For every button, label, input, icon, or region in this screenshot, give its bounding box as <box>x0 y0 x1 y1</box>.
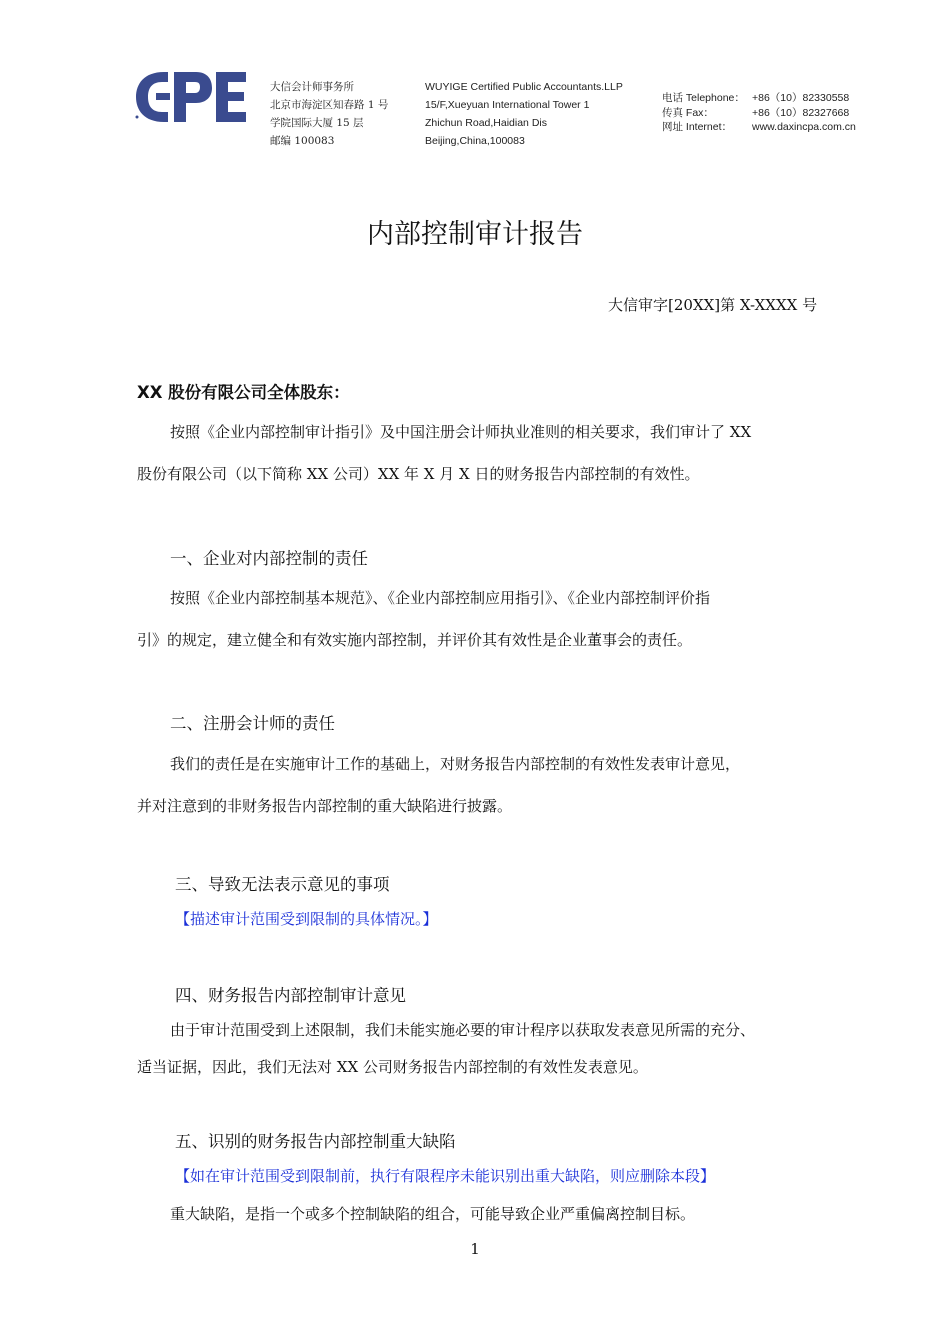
header-en-line: WUYIGE Certified Public Accountants.LLP <box>425 81 623 93</box>
section-text-line: 并对注意到的非财务报告内部控制的重大缺陷进行披露。 <box>137 797 513 815</box>
section-text-line: 我们的责任是在实施审计工作的基础上，对财务报告内部控制的有效性发表审计意见， <box>170 755 741 773</box>
contact-value: +86（10）82330558 <box>752 92 850 104</box>
header-cn-line: 北京市海淀区知春路 1 号 <box>270 99 389 111</box>
header-contact <box>662 91 856 135</box>
reference-number: 大信审字[20XX]第 X-XXXX 号 <box>608 296 818 314</box>
intro-line-1: 按照《企业内部控制审计指引》及中国注册会计师执业准则的相关要求，我们审计了 XX <box>170 423 752 441</box>
section-note: 【如在审计范围受到限制前，执行有限程序未能识别出重大缺陷，则应删除本段】 <box>175 1167 716 1185</box>
header-address-en <box>425 78 623 150</box>
section-heading: 四、财务报告内部控制审计意见 <box>175 986 406 1005</box>
page-number: 1 <box>470 1240 480 1258</box>
section-note: 【描述审计范围受到限制的具体情况。】 <box>175 910 438 928</box>
header-cn-line: 学院国际大厦 15 层 <box>270 117 364 129</box>
section-heading: 二、注册会计师的责任 <box>170 714 335 733</box>
header-cn-line: 大信会计师事务所 <box>270 81 354 93</box>
section-heading: 一、企业对内部控制的责任 <box>170 549 368 568</box>
section-text-line: 按照《企业内部控制基本规范》、《企业内部控制应用指引》、《企业内部控制评价指 <box>170 589 711 607</box>
contact-value: www.daxincpa.com.cn <box>752 121 856 133</box>
intro-line-2: 股份有限公司（以下简称 XX 公司）XX 年 X 月 X 日的财务报告内部控制的有效性。 <box>137 465 700 483</box>
header-cn-line: 邮编 100083 <box>270 135 335 147</box>
section-text-line: 重大缺陷，是指一个或多个控制缺陷的组合，可能导致企业严重偏离控制目标。 <box>170 1205 696 1223</box>
contact-value: +86（10）82327668 <box>752 106 850 119</box>
report-title: 内部控制审计报告 <box>367 219 583 250</box>
header-address-cn <box>270 78 388 150</box>
header-en-line: Beijing,China,100083 <box>425 135 525 147</box>
contact-label: 网址 Internet： <box>662 121 733 133</box>
contact-internet <box>662 120 856 135</box>
salutation: XX 股份有限公司全体股东： <box>137 383 350 402</box>
cpa-logo <box>134 70 248 124</box>
section-text-line: 适当证据，因此，我们无法对 XX 公司财务报告内部控制的有效性发表意见。 <box>137 1058 648 1076</box>
section-heading: 五、识别的财务报告内部控制重大缺陷 <box>175 1132 456 1151</box>
contact-fax <box>662 106 856 121</box>
contact-telephone <box>662 91 856 106</box>
section-text-line: 由于审计范围受到上述限制，我们未能实施必要的审计程序以获取发表意见所需的充分、 <box>170 1021 756 1039</box>
contact-label: 电话 Telephone： <box>662 92 745 104</box>
header-en-line: 15/F,Xueyuan International Tower 1 <box>425 99 590 111</box>
section-text-line: 引》的规定，建立健全和有效实施内部控制，并评价其有效性是企业董事会的责任。 <box>137 631 693 649</box>
contact-label: 传真 Fax： <box>662 106 714 119</box>
header-en-line: Zhichun Road,Haidian Dis <box>425 117 547 129</box>
section-heading: 三、导致无法表示意见的事项 <box>175 875 390 894</box>
